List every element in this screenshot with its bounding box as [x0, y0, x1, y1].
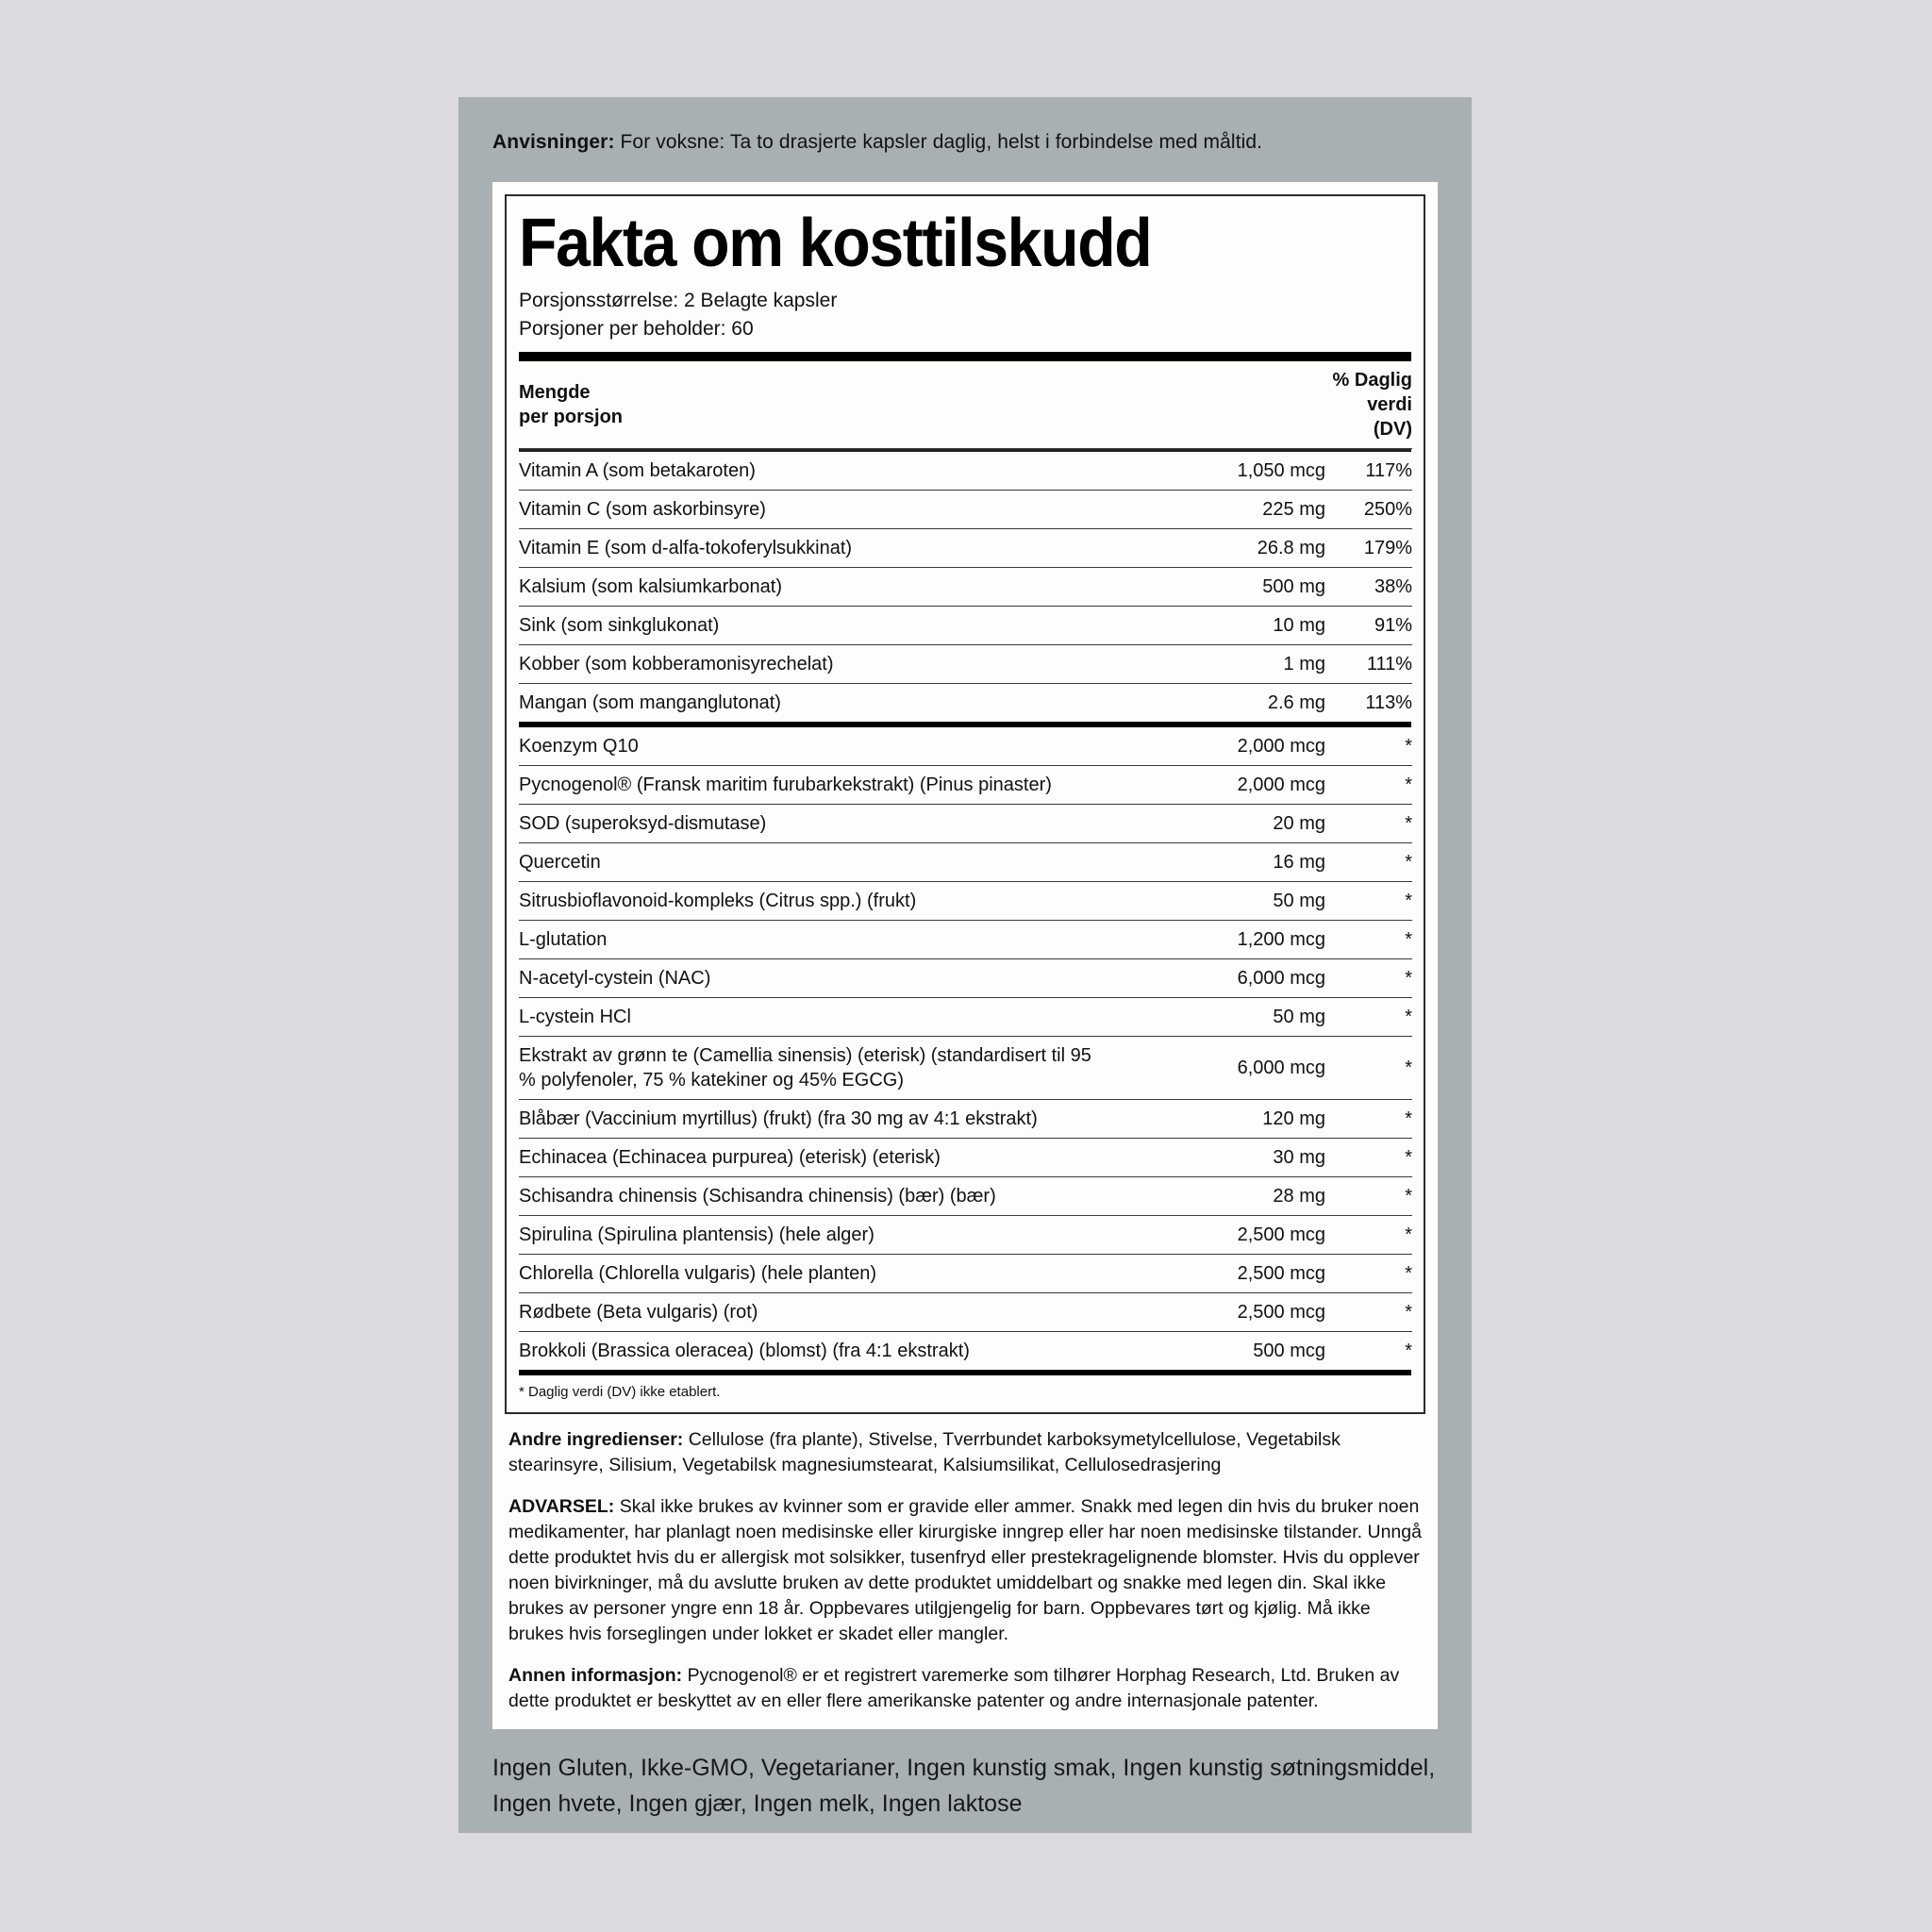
ingredient-amount: 225 mg — [1104, 491, 1325, 529]
ingredient-amount: 1 mg — [1104, 645, 1325, 684]
table-row — [519, 882, 1412, 921]
ingredient-name: Blåbær (Vaccinium myrtillus) (frukt) (fra 30 mg av 4:1 ekstrakt) — [519, 1100, 1104, 1139]
ingredient-name: Vitamin E (som d-alfa-tokoferylsukkinat) — [519, 529, 1104, 568]
other-information-label: Annen informasjon: — [508, 1665, 683, 1686]
serving-size: Porsjonsstørrelse: 2 Belagte kapsler — [519, 290, 838, 311]
table-row — [519, 568, 1412, 607]
ingredient-name: L-cystein HCl — [519, 998, 1104, 1037]
ingredient-name: Echinacea (Echinacea purpurea) (eterisk) (eterisk) — [519, 1139, 1104, 1177]
ingredient-amount: 120 mg — [1104, 1100, 1325, 1139]
ingredient-daily-value: * — [1325, 959, 1412, 998]
table-row — [519, 998, 1412, 1037]
ingredient-name: Sitrusbioflavonoid-kompleks (Citrus spp.) (frukt) — [519, 882, 1104, 921]
warning-paragraph — [508, 1494, 1422, 1647]
blend-table — [519, 727, 1412, 1370]
directions-text: For voksne: Ta to drasjerte kapsler daglig, helst i forbindelse med måltid. — [614, 131, 1263, 153]
table-row — [519, 1332, 1412, 1371]
ingredient-daily-value: 179% — [1325, 529, 1412, 568]
table-row — [519, 1293, 1412, 1332]
vitamins-table — [519, 452, 1412, 722]
ingredient-name: Brokkoli (Brassica oleracea) (blomst) (fra 4:1 ekstrakt) — [519, 1341, 970, 1361]
servings-per-container: Porsjoner per beholder: 60 — [519, 318, 754, 340]
table-row — [519, 1100, 1412, 1139]
dv-footnote: * Daglig verdi (DV) ikke etablert. — [519, 1384, 721, 1400]
page-title: Fakta om kosttilskudd — [519, 206, 1152, 281]
label-panel — [458, 97, 1472, 1833]
ingredient-daily-value: * — [1325, 1255, 1412, 1293]
ingredient-amount: 2,000 mcg — [1104, 766, 1325, 805]
ingredient-amount: 26.8 mg — [1104, 529, 1325, 568]
table-row — [519, 1216, 1412, 1255]
table-row — [519, 959, 1412, 998]
ingredient-amount: 2.6 mg — [1267, 692, 1325, 713]
ingredient-daily-value: * — [1325, 766, 1412, 805]
ingredient-amount: 30 mg — [1104, 1139, 1325, 1177]
ingredient-daily-value: 38% — [1325, 568, 1412, 607]
directions-label: Anvisninger: — [492, 131, 615, 153]
ingredient-name: Spirulina (Spirulina plantensis) (hele alger) — [519, 1216, 1104, 1255]
ingredient-amount: 50 mg — [1104, 882, 1325, 921]
other-information-paragraph — [508, 1663, 1422, 1714]
ingredient-amount: 1,200 mcg — [1104, 921, 1325, 959]
ingredient-daily-value: 111% — [1325, 645, 1412, 684]
ingredient-amount: 500 mg — [1104, 568, 1325, 607]
table-row — [519, 1139, 1412, 1177]
table-header-row — [519, 361, 1412, 449]
ingredient-amount: 28 mg — [1104, 1177, 1325, 1216]
ingredient-daily-value: * — [1325, 1177, 1412, 1216]
ingredient-name: Chlorella (Chlorella vulgaris) (hele planten) — [519, 1255, 1104, 1293]
ingredient-name: Ekstrakt av grønn te (Camellia sinensis) (eterisk) (standardisert til 95 % polyfenoler, 75 % katekiner og 45% EGCG) — [519, 1037, 1104, 1100]
table-row — [519, 529, 1412, 568]
table-row — [519, 1255, 1412, 1293]
ingredient-name: Kobber (som kobberamonisyrechelat) — [519, 645, 1104, 684]
table-row — [519, 805, 1412, 843]
header-amount-cell — [519, 361, 1104, 449]
rule-top-thick — [519, 352, 1411, 361]
header-dv-line1: % Daglig — [1332, 370, 1412, 391]
ingredient-amount: 10 mg — [1104, 607, 1325, 645]
ingredient-name: Vitamin C (som askorbinsyre) — [519, 491, 1104, 529]
ingredient-daily-value: * — [1325, 1216, 1412, 1255]
table-row — [519, 607, 1412, 645]
ingredient-daily-value: * — [1325, 727, 1412, 766]
table-row — [519, 491, 1412, 529]
table-row — [519, 1177, 1412, 1216]
ingredient-amount: 1,050 mcg — [1104, 452, 1325, 491]
ingredient-amount: 50 mg — [1104, 998, 1325, 1037]
ingredient-name: L-glutation — [519, 921, 1104, 959]
ingredient-amount: 16 mg — [1104, 843, 1325, 882]
table-row — [519, 727, 1412, 766]
table-row — [519, 921, 1412, 959]
free-from-claims: Ingen Gluten, Ikke-GMO, Vegetarianer, Ingen kunstig smak, Ingen kunstig søtningsmiddel, Ingen hvete, Ingen gjær, Ingen melk, Ingen laktose — [492, 1755, 1436, 1817]
warning-text: Skal ikke brukes av kvinner som er gravide eller ammer. Snakk med legen din hvis du bruker noen medikamenter, har planlagt noen medisinske eller kirurgiske inngrep eller har noen medisinske tilstander. Unngå dette produktet hvis du er allergisk mot solsikker, tusenfryd eller prestekragelignende blomster. Hvis du opplever noen bivirkninger, må du avslutte bruken av dette produktet umiddelbart og snakke med legen din. Skal ikke brukes av personer yngre enn 18 år. Oppbevares utilgjengelig for barn. Oppbevares tørt og kjølig. Må ikke brukes hvis forseglingen under lokket er skadet eller mangler. — [508, 1496, 1422, 1644]
ingredient-daily-value: * — [1325, 1100, 1412, 1139]
ingredient-name: Rødbete (Beta vulgaris) (rot) — [519, 1293, 1104, 1332]
ingredient-name: Quercetin — [519, 843, 1104, 882]
card-text-body — [492, 1414, 1438, 1729]
ingredient-amount: 2,500 mcg — [1104, 1293, 1325, 1332]
ingredient-name: SOD (superoksyd-dismutase) — [519, 805, 1104, 843]
ingredient-amount: 6,000 mcg — [1104, 959, 1325, 998]
other-ingredients-paragraph — [508, 1427, 1422, 1478]
header-dv-line3: (DV) — [1373, 419, 1412, 440]
table-row — [519, 1037, 1412, 1100]
ingredient-daily-value: 91% — [1325, 607, 1412, 645]
other-ingredients-label: Andre ingredienser: — [508, 1429, 684, 1450]
table-row — [519, 766, 1412, 805]
ingredient-daily-value: 117% — [1325, 452, 1412, 491]
table-row — [519, 843, 1412, 882]
ingredient-amount: 2,000 mcg — [1104, 727, 1325, 766]
warning-label: ADVARSEL: — [508, 1496, 615, 1517]
ingredient-amount: 2,500 mcg — [1104, 1255, 1325, 1293]
ingredient-daily-value: * — [1325, 1139, 1412, 1177]
ingredient-daily-value: 250% — [1325, 491, 1412, 529]
ingredient-daily-value: * — [1325, 882, 1412, 921]
supplement-facts-card — [492, 182, 1438, 1729]
table-row — [519, 452, 1412, 491]
other-ingredients-text: Cellulose (fra plante), Stivelse, Tverrbundet karboksymetylcellulose, Vegetabilsk stearinsyre, Silisium, Vegetabilsk magnesiumstearat, Kalsiumsilikat, Cellulosedrasjering — [508, 1429, 1341, 1475]
header-dv-cell — [1325, 361, 1412, 449]
ingredient-daily-value: * — [1405, 1341, 1412, 1361]
ingredient-name: Koenzym Q10 — [519, 727, 1104, 766]
table-row — [519, 645, 1412, 684]
ingredient-daily-value: * — [1325, 998, 1412, 1037]
header-spacer-cell — [1104, 361, 1325, 449]
ingredient-daily-value: 113% — [1365, 692, 1412, 713]
nutrition-table — [519, 361, 1412, 449]
ingredient-name: Sink (som sinkglukonat) — [519, 607, 1104, 645]
ingredient-name: Pycnogenol® (Fransk maritim furubarkekstrakt) (Pinus pinaster) — [519, 766, 1104, 805]
ingredient-amount: 6,000 mcg — [1104, 1037, 1325, 1100]
ingredient-name: Vitamin A (som betakaroten) — [519, 452, 1104, 491]
ingredient-name: Kalsium (som kalsiumkarbonat) — [519, 568, 1104, 607]
ingredient-daily-value: * — [1325, 805, 1412, 843]
directions-line — [492, 129, 1445, 156]
ingredient-amount: 2,500 mcg — [1104, 1216, 1325, 1255]
ingredient-daily-value: * — [1325, 921, 1412, 959]
supplement-facts-box — [505, 194, 1425, 1414]
ingredient-amount: 20 mg — [1104, 805, 1325, 843]
other-information-text: Pycnogenol® er et registrert varemerke som tilhører Horphag Research, Ltd. Bruken av dette produktet er beskyttet av en eller flere amerikanske patenter og andre internasjonale patenter. — [508, 1665, 1400, 1711]
table-row — [519, 684, 1412, 723]
ingredient-name: Schisandra chinensis (Schisandra chinensis) (bær) (bær) — [519, 1177, 1104, 1216]
header-amount-line1: Mengde — [519, 382, 591, 403]
ingredient-amount: 500 mcg — [1253, 1341, 1325, 1361]
ingredient-daily-value: * — [1325, 1293, 1412, 1332]
ingredient-daily-value: * — [1325, 1037, 1412, 1100]
ingredient-name: N-acetyl-cystein (NAC) — [519, 959, 1104, 998]
ingredient-daily-value: * — [1325, 843, 1412, 882]
ingredient-name: Mangan (som manganglutonat) — [519, 692, 781, 713]
header-amount-line2: per porsjon — [519, 407, 624, 427]
header-dv-line2: verdi — [1367, 394, 1412, 415]
